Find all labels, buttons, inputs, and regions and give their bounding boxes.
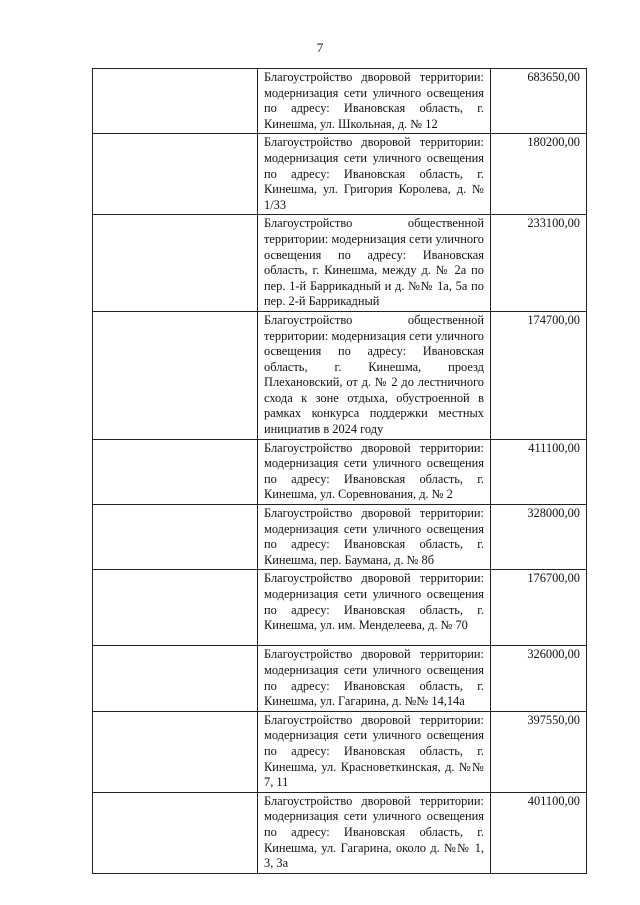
empty-cell bbox=[93, 792, 258, 873]
table-row bbox=[93, 134, 587, 215]
empty-cell bbox=[93, 69, 258, 134]
table-row bbox=[93, 311, 587, 439]
budget-table bbox=[92, 68, 587, 874]
table-row bbox=[93, 215, 587, 312]
empty-cell bbox=[93, 439, 258, 504]
empty-cell bbox=[93, 134, 258, 215]
project-amount: 176700,00 bbox=[491, 570, 587, 646]
project-amount: 180200,00 bbox=[491, 134, 587, 215]
empty-cell bbox=[93, 646, 258, 711]
project-description: Благоустройство дворовой территории: модернизация сети уличного освещения по адресу: Ивановская область, г. Кинешма, ул. Соревнования, д. № 2 bbox=[258, 439, 491, 504]
project-description: Благоустройство дворовой территории: модернизация сети уличного освещения по адресу: Ивановская область, г. Кинешма, ул. Гагарина, д. №№ 14,14а bbox=[258, 646, 491, 711]
project-amount: 326000,00 bbox=[491, 646, 587, 711]
project-description: Благоустройство дворовой территории: модернизация сети уличного освещения по адресу: Ивановская область, г. Кинешма, ул. Красноветкинская, д. №№ 7, 11 bbox=[258, 711, 491, 792]
table-row bbox=[93, 69, 587, 134]
project-description: Благоустройство дворовой территории: модернизация сети уличного освещения по адресу: Ивановская область, г. Кинешма, ул. Школьная, д. № 12 bbox=[258, 69, 491, 134]
project-amount: 411100,00 bbox=[491, 439, 587, 504]
empty-cell bbox=[93, 505, 258, 570]
empty-cell bbox=[93, 711, 258, 792]
project-description: Благоустройство общественной территории: модернизация сети уличного освещения по адресу: Ивановская область, г. Кинешма, проезд Плехановский, от д. № 2 до лестничного схода к зоне отдыха, обустроенной в рамках конкурса поддержки местных инициатив в 2024 году bbox=[258, 311, 491, 439]
page-number: 7 bbox=[316, 40, 324, 55]
project-amount: 174700,00 bbox=[491, 311, 587, 439]
table-row bbox=[93, 570, 587, 646]
project-description: Благоустройство общественной территории: модернизация сети уличного освещения по адресу: Ивановская область, г. Кинешма, между д. № 2а по пер. 1-й Баррикадный и д. №№ 1а, 5а по пер. 2-й Баррикадный bbox=[258, 215, 491, 312]
table-row bbox=[93, 711, 587, 792]
empty-cell bbox=[93, 311, 258, 439]
table-row bbox=[93, 505, 587, 570]
project-amount: 401100,00 bbox=[491, 792, 587, 873]
project-amount: 397550,00 bbox=[491, 711, 587, 792]
project-description: Благоустройство дворовой территории: модернизация сети уличного освещения по адресу: Ивановская область, г. Кинешма, ул. Григория Королева, д. № 1/33 bbox=[258, 134, 491, 215]
project-amount: 328000,00 bbox=[491, 505, 587, 570]
project-description: Благоустройство дворовой территории: модернизация сети уличного освещения по адресу: Ивановская область, г. Кинешма, пер. Баумана, д. № 8б bbox=[258, 505, 491, 570]
project-description: Благоустройство дворовой территории: модернизация сети уличного освещения по адресу: Ивановская область, г. Кинешма, ул. им. Менделеева, д. № 70 bbox=[258, 570, 491, 646]
empty-cell bbox=[93, 570, 258, 646]
table-row bbox=[93, 646, 587, 711]
empty-cell bbox=[93, 215, 258, 312]
project-amount: 683650,00 bbox=[491, 69, 587, 134]
project-amount: 233100,00 bbox=[491, 215, 587, 312]
table-row bbox=[93, 792, 587, 873]
project-description: Благоустройство дворовой территории: модернизация сети уличного освещения по адресу: Ивановская область, г. Кинешма, ул. Гагарина, около д. №№ 1, 3, 3а bbox=[258, 792, 491, 873]
table-row bbox=[93, 439, 587, 504]
